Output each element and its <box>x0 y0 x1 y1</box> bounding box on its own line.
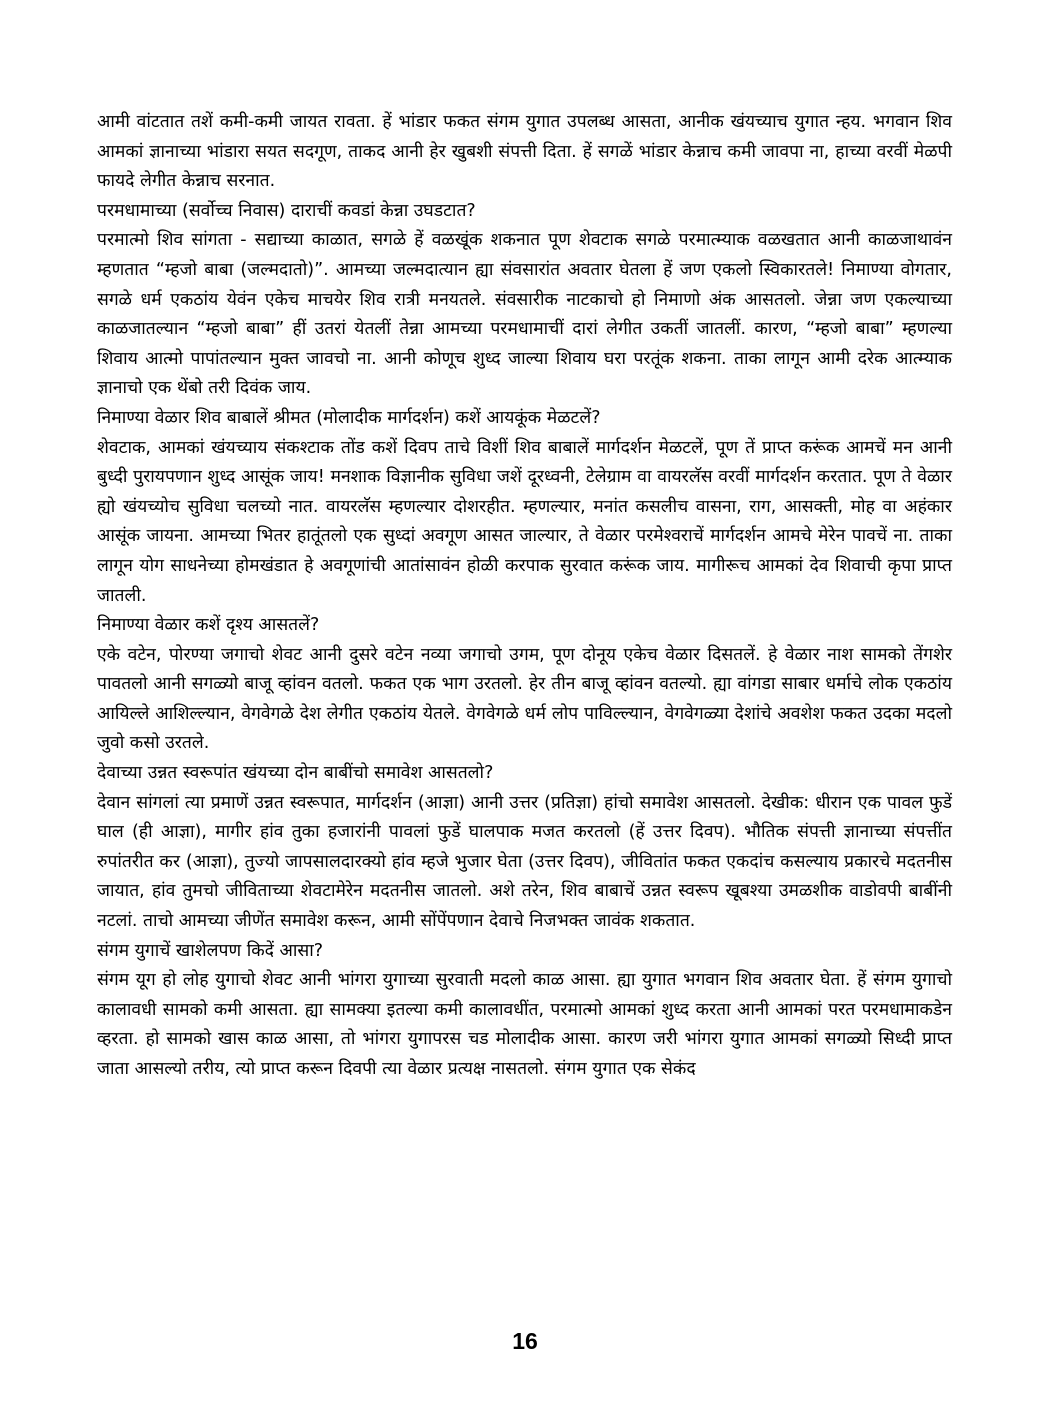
question-heading-5: संगम युगाचें खाशेलपण किदें आसा? <box>97 940 324 961</box>
page-number: 16 <box>512 1328 538 1354</box>
question-heading-2: निमाण्या वेळार शिव बाबालें श्रीमत (मोलादीक मार्गदर्शन) कशें आयकूंक मेळटलें? <box>97 407 601 428</box>
paragraph-6: संगम यूग हो लोह युगाचो शेवट आनी भांगरा युगाच्या सुरवाती मदलो काळ आसा. ह्या युगात भगवान शिव अवतार घेता. हें संगम युगाचो कालावधी सामको कमी आसता. ह्या सामक्या इतल्या कमी कालावधींत, परमात्मो आमकां शुध्द करता आनी आमकां परत परमधामाकडेन व्हरता. हो सामको खास काळ आसा, तो भांगरा युगापरस चड मोलादीक आसा. कारण जरी भांगरा युगात आमकां सगळ्यो सिध्दी प्राप्त जाता आसल्यो तरीय, त्यो प्राप्त करून दिवपी त्या वेळार प्रत्यक्ष नासतलो. संगम युगात एक सेकंद <box>97 970 952 1079</box>
paragraph-3: शेवटाक, आमकां खंयच्याय संकश्टाक तोंड कशें दिवप ताचे विशीं शिव बाबालें मार्गदर्शन मेळटलें, पूण तें प्राप्त करूंक आमचें मन आनी बुध्दी पुरायपणान शुध्द आसूंक जाय! मनशाक विज्ञानीक सुविधा जशें दूरध्वनी, टेलेग्राम वा वायरलॅस वरवीं मार्गदर्शन करतात. पूण ते वेळार ह्यो खंयच्योच सुविधा चलच्यो नात. वायरलॅस म्हणल्यार दोशरहीत. म्हणल्यार, मनांत कसलीच वासना, राग, आसक्ती, मोह वा अहंकार आसूंक जायना. आमच्या भितर हातूंतलो एक सुध्दां अवगूण आसत जाल्यार, ते वेळार परमेश्वराचें मार्गदर्शन आमचे मेरेन पावचें ना. ताका लागून योग साधनेच्या होमखंडात हे अवगूणांची आतांसावंन होळी करपाक सुरवात करूंक जाय. मागीरूच आमकां देव शिवाची कृपा प्राप्त जातली. <box>97 437 952 606</box>
paragraph-5: देवान सांगलां त्या प्रमाणें उन्नत स्वरूपात, मार्गदर्शन (आज्ञा) आनी उत्तर (प्रतिज्ञा) हांचो समावेश आसतलो. देखीक: धीरान एक पावल फुडें घाल (ही आज्ञा), मागीर हांव तुका हजारांनी पावलां फुडें घालपाक मजत करतलो (हें उत्तर दिवप). भौतिक संपत्ती ज्ञानाच्या संपत्तींत रुपांतरीत कर (आज्ञा), तुज्यो जापसालदारक्यो हांव म्हजे भुजार घेता (उत्तर दिवप), जीवितांत फकत एकदांच कसल्याय प्रकारचे मदतनीस जायात, हांव तुमचो जीविताच्या शेवटामेरेन मदतनीस जातलो. अशे तरेन, शिव बाबाचें उन्नत स्वरूप खूबश्या उमळशीक वाडोवपी बाबींनी नटलां. ताचो आमच्या जीणेंत समावेश करून, आमी सोंपेंपणान देवाचे निजभक्त जावंक शकतात. <box>97 792 952 932</box>
page-body <box>97 108 952 1085</box>
paragraph-1: आमी वांटतात तशें कमी-कमी जायत रावता. हें भांडार फकत संगम युगात उपलब्ध आसता, आनीक खंयच्याच युगात न्हय. भगवान शिव आमकां ज्ञानाच्या भांडारा सयत सदगूण, ताकद आनी हेर खुबशी संपत्ती दिता. हें सगळें भांडार केन्नाच कमी जावपा ना, हाच्या वरवीं मेळपी फायदे लेगीत केन्नाच सरनात. <box>97 112 952 192</box>
question-heading-3: निमाण्या वेळार कशें दृश्य आसतलें? <box>97 615 320 636</box>
paragraph-4: एके वटेन, पोरण्या जगाचो शेवट आनी दुसरे वटेन नव्या जगाचो उगम, पूण दोनूय एकेच वेळार दिसतलें. हे वेळार नाश सामको तेंगशेर पावतलो आनी सगळ्यो बाजू व्हांवन वतलो. फकत एक भाग उरतलो. हेर तीन बाजू व्हांवन वतल्यो. ह्या वांगडा साबार धर्माचे लोक एकठांय आयिल्ले आशिल्ल्यान, वेगवेगळे देश लेगीत एकठांय येतले. वेगवेगळे धर्म लोप पाविल्ल्यान, वेगवेगळ्या देशांचे अवशेश फकत उदका मदलो जुवो कसो उरतले. <box>97 644 952 754</box>
paragraph-2: परमात्मो शिव सांगता - सद्याच्या काळात, सगळे हें वळखूंक शकनात पूण शेवटाक सगळे परमात्म्याक वळखतात आनी काळजाथावंन म्हणतात “म्हजो बाबा (जल्मदातो)”. आमच्या जल्मदात्यान ह्या संवसारांत अवतार घेतला हें जण एकलो स्विकारतले! निमाण्या वोगतार, सगळे धर्म एकठांय येवंन एकेच माचयेर शिव रात्री मनयतले. संवसारीक नाटकाचो हो निमाणो अंक आसतलो. जेन्ना जण एकल्याच्या काळजातल्यान “म्हजो बाबा” हीं उतरां येतलीं तेन्ना आमच्या परमधामाचीं दारां लेगीत उकतीं जातलीं. कारण, “म्हजो बाबा” म्हणल्या शिवाय आत्मो पापांतल्यान मुक्त जावचो ना. आनी कोणूच शुध्द जाल्या शिवाय घरा परतूंक शकना. ताका लागून आमी दरेक आत्म्याक ज्ञानाचो एक थेंबो तरी दिवंक जाय. <box>97 230 952 399</box>
question-heading-4: देवाच्या उन्नत स्वरूपांत खंयच्या दोन बाबींचो समावेश आसतलो? <box>97 763 494 784</box>
question-heading-1: परमधामाच्या (सर्वोच्च निवास) दाराचीं कवडां केन्ना उघडटात? <box>97 200 476 221</box>
